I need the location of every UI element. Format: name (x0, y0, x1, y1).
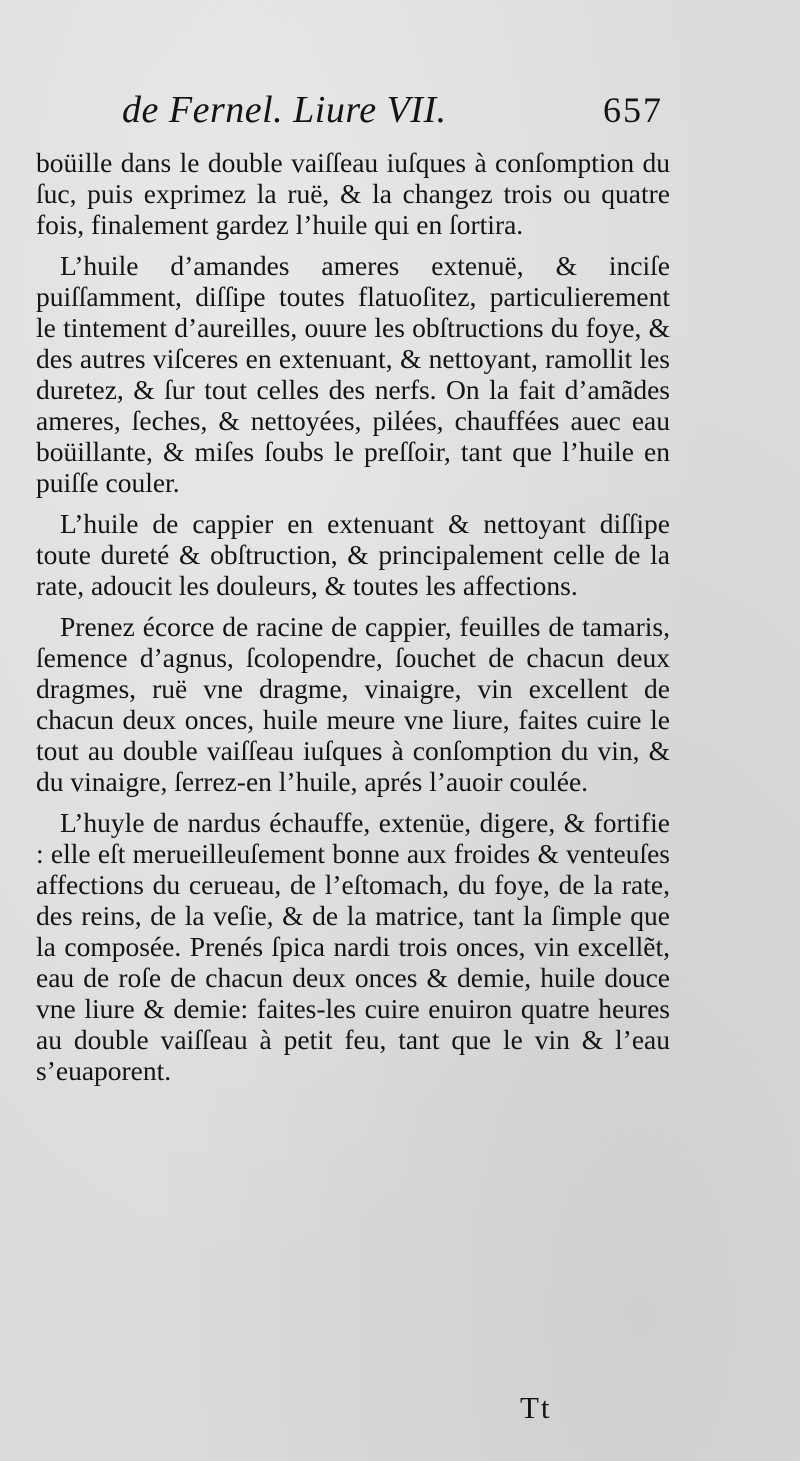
paragraph-huile-cappier: L’huile de cappier en extenuant & nettoyant diſſipe toute dureté & obſtruction, & principalement celle de la rate, adoucit les douleurs, & toutes les affections. (36, 508, 670, 601)
paragraph-recette-cappier: Prenez écorce de racine de cappier, feuilles de tamaris, ſemence d’agnus, ſcolopendre, ſouchet de chacun deux dragmes, ruë vne dragme, vinaigre, vin excellent de chacun deux onces, huile meure vne liure, faites cuire le tout au double vaiſſeau iuſques à conſomption du vin, & du vinaigre, ſerrez-en l’huile, aprés l’auoir coulée. (36, 611, 670, 797)
paragraph-huile-amandes: L’huile d’amandes ameres extenuë, & inciſe puiſſamment, diſſipe toutes flatuoſitez, particulierement le tintement d’aureilles, ouure les obſtructions du foye, & des autres viſceres en extenuant, & nettoyant, ramollit les duretez, & ſur tout celles des nerfs. On la fait d’amãdes ameres, ſeches, & nettoyées, pilées, chauffées auec eau boüillante, & miſes ſoubs le preſſoir, tant que l’huile en puiſſe couler. (36, 250, 670, 498)
catchword: Tt (520, 1390, 552, 1425)
running-title: de Fernel. Liure VII. (122, 89, 447, 131)
paragraph-huile-nardus: L’huyle de nardus échauffe, extenüe, digere, & fortifie : elle eſt merueilleuſement bonne aux froides & venteuſes affections du cerueau, de l’eſtomach, du foye, de la rate, des reins, de la veſie, & de la matrice, tant la ſimple que la composée. Prenés ſpica nardi trois onces, vin excellẽt, eau de roſe de chacun deux onces & demie, huile douce vne liure & demie: faites-les cuire enuiron quatre heures au double vaiſſeau à petit feu, tant que le vin & l’eau s’euaporent. (36, 807, 670, 1086)
paragraph-continuation: boüille dans le double vaiſſeau iuſques à conſomption du ſuc, puis exprimez la ruë, & la changez trois ou quatre fois, finalement gardez l’huile qui en ſortira. (36, 147, 670, 240)
running-head (118, 88, 663, 146)
page-number: 657 (603, 90, 663, 130)
body-text (36, 147, 670, 1096)
